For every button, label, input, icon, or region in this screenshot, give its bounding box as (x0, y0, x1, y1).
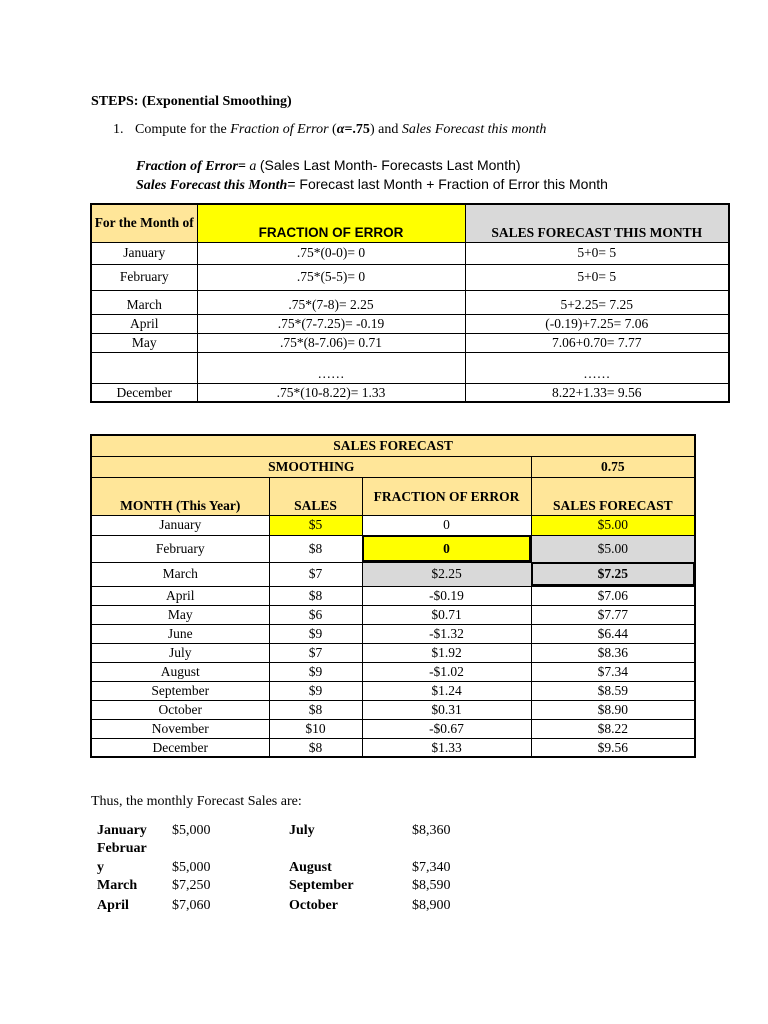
table-row (91, 624, 695, 643)
summary-value: $5,000 (172, 823, 211, 838)
step-1-paren: ( (328, 122, 337, 137)
fraction-cell: -$0.19 (362, 586, 531, 605)
formula-1-text: (Sales Last Month- Forecasts Last Month) (259, 157, 521, 173)
forecast-cell: 7.06+0.70= 7.77 (465, 333, 729, 352)
month-cell: February (91, 264, 197, 290)
month-cell: August (91, 662, 269, 681)
forecast-cell: $5.00 (531, 515, 695, 535)
sales-cell: $8 (269, 738, 362, 757)
forecast-cell: $7.34 (531, 662, 695, 681)
sales-cell: $9 (269, 662, 362, 681)
forecast-cell: $9.56 (531, 738, 695, 757)
forecast-cell: 5+0= 5 (465, 242, 729, 264)
summary-value: $8,360 (412, 823, 451, 838)
fraction-cell: $2.25 (362, 562, 531, 586)
forecast-cell: $7.77 (531, 605, 695, 624)
header-month-of: For the Month of (91, 204, 197, 242)
month-cell: June (91, 624, 269, 643)
sales-cell: $9 (269, 624, 362, 643)
table-title: SALES FORECAST (91, 435, 695, 456)
forecast-cell: 5+0= 5 (465, 264, 729, 290)
sales-cell: $8 (269, 586, 362, 605)
month-cell: January (91, 515, 269, 535)
header-fraction-of-error: FRACTION OF ERROR (362, 477, 531, 515)
step-1-and: ) and (369, 122, 402, 137)
summary-month-wrap: y (97, 860, 104, 875)
ellipsis-cell: …… (197, 352, 465, 383)
table-row (91, 738, 695, 757)
fraction-of-error-term: Fraction of Error (230, 122, 329, 137)
sales-cell: $7 (269, 643, 362, 662)
month-cell: May (91, 605, 269, 624)
month-cell: July (91, 643, 269, 662)
formula-sales-forecast (136, 176, 608, 194)
fraction-cell: 0 (362, 535, 531, 562)
fraction-cell: -$0.67 (362, 719, 531, 738)
sales-cell: $5 (269, 515, 362, 535)
month-cell: May (91, 333, 197, 352)
forecast-cell: $8.90 (531, 700, 695, 719)
ellipsis-cell: …… (465, 352, 729, 383)
forecast-cell: 5+2.25= 7.25 (465, 290, 729, 314)
header-month: MONTH (This Year) (91, 477, 269, 515)
summary-month: Februar (97, 841, 147, 856)
header-fraction-of-error: FRACTION OF ERROR (197, 204, 465, 242)
summary-value: $8,590 (412, 878, 451, 893)
table-row (91, 242, 729, 264)
table-row (91, 314, 729, 333)
table-row (91, 586, 695, 605)
month-cell: March (91, 290, 197, 314)
monthly-forecast-summary (97, 822, 477, 917)
month-cell: December (91, 738, 269, 757)
month-cell: February (91, 535, 269, 562)
step-1-prefix: Compute for the (135, 122, 231, 137)
forecast-cell: $7.25 (531, 562, 695, 586)
fraction-cell: $1.92 (362, 643, 531, 662)
fraction-cell: .75*(5-5)= 0 (197, 264, 465, 290)
table-row (91, 681, 695, 700)
forecast-cell: $8.59 (531, 681, 695, 700)
summary-month: March (97, 878, 138, 893)
fraction-cell: $0.31 (362, 700, 531, 719)
steps-heading: STEPS: (Exponential Smoothing) (91, 94, 292, 109)
formula-1-alpha: a (245, 159, 260, 174)
table-row (91, 562, 695, 586)
month-cell: September (91, 681, 269, 700)
table-row (91, 643, 695, 662)
alpha-value-cell: 0.75 (531, 456, 695, 477)
summary-month: January (97, 823, 147, 838)
fraction-cell: .75*(7-8)= 2.25 (197, 290, 465, 314)
fraction-cell: .75*(10-8.22)= 1.33 (197, 383, 465, 402)
month-cell: November (91, 719, 269, 738)
formula-1-label: Fraction of Error= (136, 159, 246, 174)
table-row (91, 383, 729, 402)
fraction-cell: -$1.02 (362, 662, 531, 681)
forecast-cell: (-0.19)+7.25= 7.06 (465, 314, 729, 333)
table-row (91, 333, 729, 352)
sales-cell: $10 (269, 719, 362, 738)
month-cell: April (91, 314, 197, 333)
table-row (91, 515, 695, 535)
fraction-cell: $0.71 (362, 605, 531, 624)
sales-cell: $7 (269, 562, 362, 586)
sales-cell: $9 (269, 681, 362, 700)
formula-2-text: = Forecast last Month + Fraction of Error this Month (287, 176, 608, 192)
table-row (91, 290, 729, 314)
sales-forecast-table (90, 434, 696, 758)
month-cell: March (91, 562, 269, 586)
month-cell (91, 352, 197, 383)
table-row (91, 264, 729, 290)
table-row (91, 535, 695, 562)
fraction-cell: .75*(8-7.06)= 0.71 (197, 333, 465, 352)
sales-cell: $8 (269, 535, 362, 562)
summary-value: $5,000 (172, 860, 211, 875)
summary-month: April (97, 898, 129, 913)
summary-month: July (289, 823, 315, 838)
forecast-cell: $5.00 (531, 535, 695, 562)
table-row (91, 700, 695, 719)
header-sales: SALES (269, 477, 362, 515)
fraction-cell: .75*(7-7.25)= -0.19 (197, 314, 465, 333)
forecast-cell: $8.36 (531, 643, 695, 662)
sales-forecast-term: Sales Forecast this month (401, 122, 547, 137)
summary-value: $7,340 (412, 860, 451, 875)
smoothing-label: SMOOTHING (91, 456, 531, 477)
summary-value: $8,900 (412, 898, 451, 913)
forecast-cell: $8.22 (531, 719, 695, 738)
summary-month: September (289, 878, 354, 893)
calculation-table (90, 203, 730, 403)
forecast-cell: 8.22+1.33= 9.56 (465, 383, 729, 402)
summary-month: October (289, 898, 338, 913)
step-number: 1. (113, 122, 124, 137)
month-cell: January (91, 242, 197, 264)
fraction-cell: -$1.32 (362, 624, 531, 643)
table-row (91, 662, 695, 681)
summary-month: August (289, 860, 332, 875)
forecast-cell: $6.44 (531, 624, 695, 643)
header-sales-forecast: SALES FORECAST (531, 477, 695, 515)
fraction-cell: .75*(0-0)= 0 (197, 242, 465, 264)
summary-value: $7,250 (172, 878, 211, 893)
month-cell: December (91, 383, 197, 402)
table-row (91, 719, 695, 738)
fraction-cell: $1.33 (362, 738, 531, 757)
alpha-value: =.75 (344, 122, 370, 137)
month-cell: April (91, 586, 269, 605)
formula-fraction-of-error (136, 157, 521, 175)
table-row (91, 352, 729, 383)
header-sales-forecast-this-month: SALES FORECAST THIS MONTH (465, 204, 729, 242)
forecast-cell: $7.06 (531, 586, 695, 605)
fraction-cell: $1.24 (362, 681, 531, 700)
month-cell: October (91, 700, 269, 719)
step-1-text (113, 122, 546, 138)
alpha-symbol: α (336, 122, 345, 137)
table-row (91, 605, 695, 624)
fraction-cell: 0 (362, 515, 531, 535)
sales-cell: $8 (269, 700, 362, 719)
sales-cell: $6 (269, 605, 362, 624)
summary-value: $7,060 (172, 898, 211, 913)
formula-2-label: Sales Forecast this Month (136, 178, 288, 193)
summary-intro: Thus, the monthly Forecast Sales are: (91, 794, 302, 809)
